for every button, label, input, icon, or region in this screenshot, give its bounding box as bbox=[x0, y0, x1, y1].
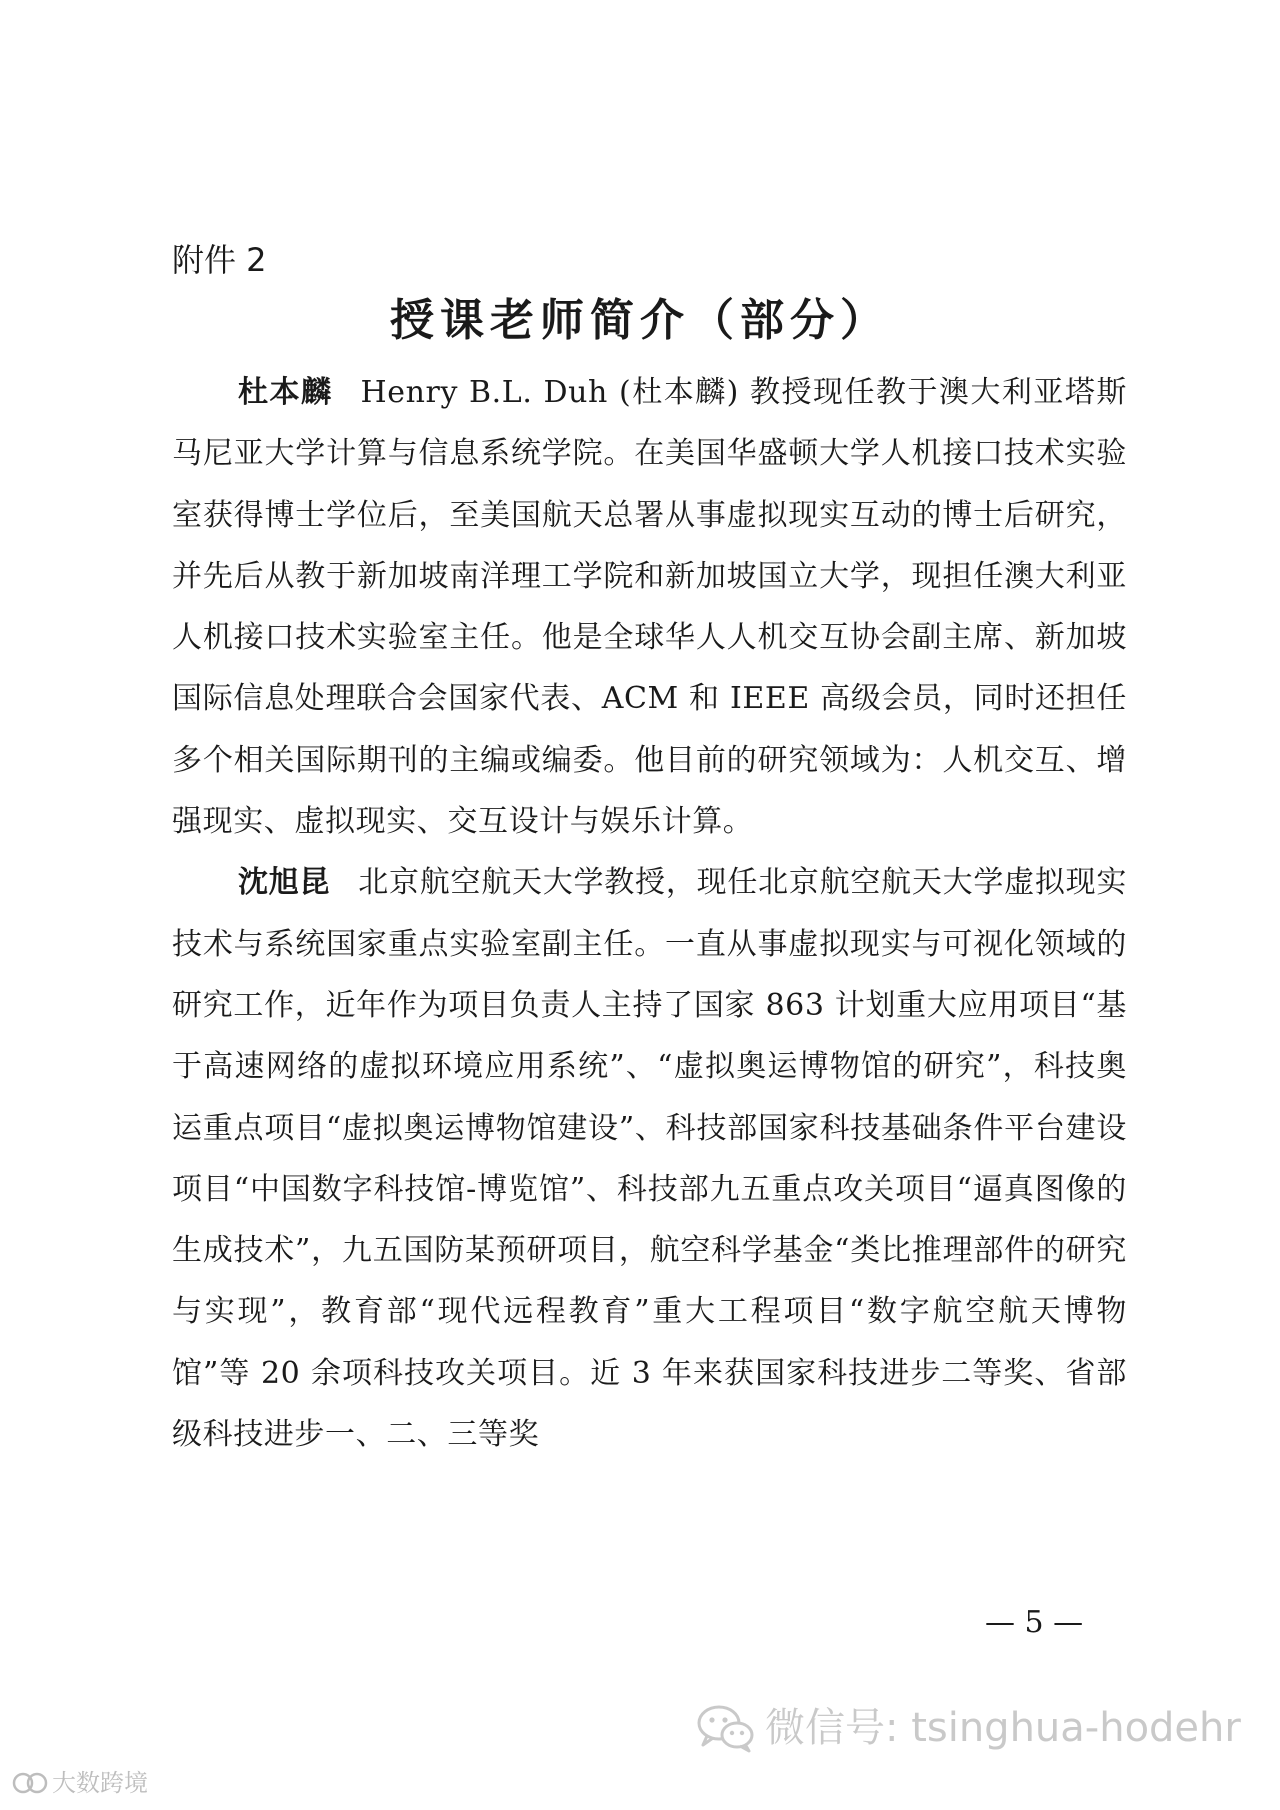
teacher-name: 杜本麟 bbox=[238, 375, 333, 410]
attachment-label: 附件 2 bbox=[172, 241, 267, 279]
wechat-watermark bbox=[695, 1703, 1241, 1753]
teacher-paragraph-du bbox=[172, 362, 1127, 852]
corner-watermark-text: 大数跨境 bbox=[52, 1769, 148, 1797]
body-text bbox=[172, 362, 1127, 1465]
wechat-watermark-text: 微信号: tsinghua-hodehr bbox=[765, 1705, 1241, 1751]
corner-watermark bbox=[12, 1768, 148, 1798]
corner-logo-icon bbox=[12, 1768, 48, 1798]
teacher-name: 沈旭昆 bbox=[238, 865, 331, 901]
page-number: — 5 — bbox=[985, 1605, 1084, 1640]
page-title: 授课老师简介（部分） bbox=[390, 295, 890, 346]
teacher-bio: Henry B.L. Duh (杜本麟) 教授现任教于澳大利亚塔斯马尼亚大学计算与信息系统学院。在美国华盛顿大学人机接口技术实验室获得博士学位后，至美国航天总署从事虚拟现实互动的博士后研究，并先后从教于新加坡南洋理工学院和新加坡国立大学，现担任澳大利亚人机接口技术实验室主任。他是全球华人人机交互协会副主席、新加坡国际信息处理联合会国家代表、ACM 和 IEEE 高级会员，同时还担任多个相关国际期刊的主编或编委。他目前的研究领域为：人机交互、增强现实、虚拟现实、交互设计与娱乐计算。 bbox=[172, 375, 1127, 840]
wechat-icon bbox=[695, 1703, 755, 1753]
teacher-paragraph-shen bbox=[172, 852, 1127, 1465]
teacher-bio: 北京航空航天大学教授，现任北京航空航天大学虚拟现实技术与系统国家重点实验室副主任。一直从事虚拟现实与可视化领域的研究工作，近年作为项目负责人主持了国家 863 计划重大应用项目“基于高速网络的虚拟环境应用系统”、“虚拟奥运博物馆的研究”，科技奥运重点项目“虚拟奥运博物馆建设”、科技部国家科技基础条件平台建设项目“中国数字科技馆-博览馆”、科技部九五重点攻关项目“逼真图像的生成技术”，九五国防某预研项目，航空科学基金“类比推理部件的研究与实现”，教育部“现代远程教育”重大工程项目“数字航空航天博物馆”等 20 余项科技攻关项目。近 3 年来获国家科技进步二等奖、省部级科技进步一、二、三等奖 bbox=[172, 865, 1127, 1453]
